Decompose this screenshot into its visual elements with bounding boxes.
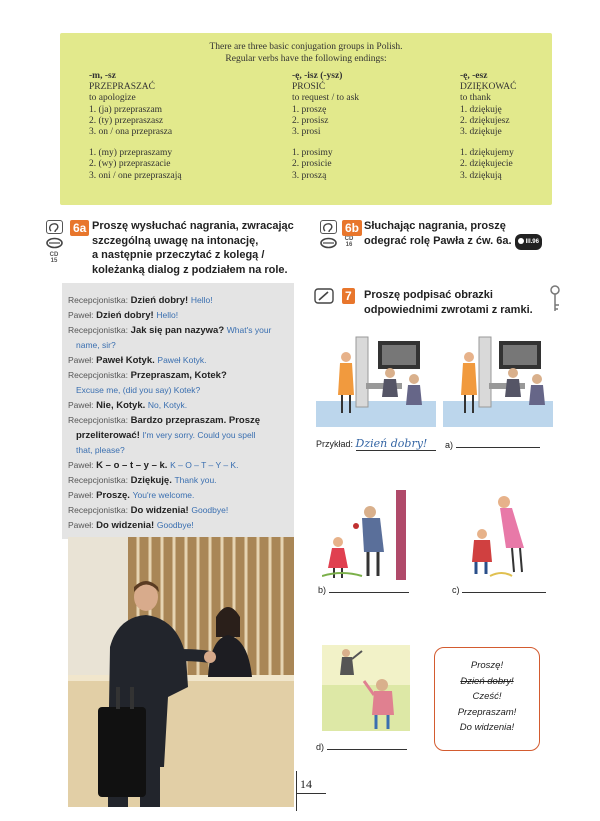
- dialogue-line: [68, 413, 271, 428]
- picture-d: [322, 645, 410, 731]
- group-meaning: to apologize: [89, 93, 136, 104]
- form: 1. prosimy: [292, 148, 333, 159]
- example-answer: Dzień dobry!: [356, 437, 436, 451]
- dialogue-polish: Bardzo przepraszam. Proszę: [130, 415, 261, 426]
- form: 1. proszę: [292, 104, 327, 115]
- dialogue-speaker: Recepcjonistka:: [68, 370, 129, 380]
- exercise-7: [342, 287, 359, 305]
- form: 1. dziękuję: [460, 104, 502, 115]
- dialogue-speaker: Recepcjonistka:: [68, 505, 129, 515]
- form: 3. on / ona przeprasza: [89, 127, 173, 138]
- dialogue-speaker: Paweł:: [68, 460, 94, 470]
- dialogue-english: Paweł Kotyk.: [157, 355, 207, 365]
- group-endings: -m, -sz: [89, 71, 116, 81]
- dialogue-english: I'm very sorry. Could you spell: [142, 430, 256, 440]
- dialogue-english: that, please?: [76, 445, 125, 455]
- dialogue-speaker: Paweł:: [68, 520, 94, 530]
- dialogue-english: K – O – T – Y – K.: [170, 460, 239, 470]
- dialogue-box: [62, 283, 294, 539]
- key-icon: [549, 285, 561, 318]
- form: 2. dziękujecie: [460, 159, 513, 170]
- dialogue-polish: K – o – t – y – k.: [96, 460, 168, 471]
- phrase: Proszę!: [470, 660, 504, 671]
- dialogue-line: [68, 338, 271, 353]
- answer-d: d): [316, 742, 407, 752]
- page-divider: [296, 771, 297, 811]
- dialogue-english: Hello!: [190, 295, 213, 305]
- group-2-column: [292, 71, 359, 182]
- dialogue-english: Goodbye!: [191, 505, 229, 515]
- dialogue-polish: Paweł Kotyk.: [96, 355, 155, 366]
- exercise-6a: [70, 219, 93, 237]
- form: 2. prosisz: [292, 115, 329, 126]
- form: 3. prosi: [292, 127, 321, 138]
- exercise-7-instruction: Proszę podpisać obrazki odpowiednimi zwrotami z ramki.: [364, 289, 533, 316]
- form: 1. (ja) przepraszam: [89, 104, 163, 115]
- form: 2. (wy) przepraszacie: [89, 159, 171, 170]
- phrase: Przepraszam!: [457, 706, 517, 718]
- exercise-6b-instruction: Słuchając nagrania, proszę odegrać rolę Pawła z ćw. 6a. III.96: [364, 219, 564, 250]
- dialogue-speaker: Recepcjonistka:: [68, 325, 129, 335]
- dialogue-polish: Do widzenia!: [130, 505, 189, 516]
- answer-a: a): [445, 440, 540, 450]
- dialogue-english: name, sir?: [76, 340, 116, 350]
- form: 2. (ty) przepraszasz: [89, 115, 164, 126]
- answer-c: c): [452, 585, 546, 595]
- exercise-6a-instruction: Proszę wysłuchać nagrania, zwracając szczególną uwagę na intonację, a następnie przeczytać z kolegą / koleżanką dialog z podziałem na role.: [92, 220, 294, 276]
- dialogue-line: [68, 323, 271, 338]
- dialogue-line: [68, 428, 271, 443]
- listen-icon: [320, 220, 337, 234]
- dialogue-speaker: Paweł:: [68, 310, 94, 320]
- dialogue-line: [68, 473, 271, 488]
- picture-b: [322, 490, 414, 580]
- form: 3. proszą: [292, 170, 327, 181]
- group-3-column: [460, 71, 516, 182]
- dialogue-polish: przeliterować!: [76, 430, 140, 441]
- group-meaning: to request / to ask: [292, 93, 360, 104]
- answer-b: b): [318, 585, 409, 595]
- answer-c-blank[interactable]: [462, 592, 546, 593]
- dialogue-polish: Proszę.: [96, 490, 130, 501]
- form: 3. dziękuje: [460, 127, 502, 138]
- dialogue-speaker: Paweł:: [68, 490, 94, 500]
- conjugation-intro-1: There are three basic conjugation groups in Polish.: [209, 42, 403, 52]
- form: 2. dziękujesz: [460, 115, 510, 126]
- speak-icon: [320, 236, 337, 254]
- form: 2. prosicie: [292, 159, 332, 170]
- dialogue-english: What's your: [226, 325, 272, 335]
- form: 3. oni / one przepraszają: [89, 170, 182, 181]
- dialogue-line: [68, 503, 271, 518]
- conjugation-intro-2: Regular verbs have the following endings:: [225, 54, 387, 64]
- phrase: Cześć!: [472, 691, 502, 702]
- dialogue-polish: Do widzenia!: [96, 520, 155, 531]
- listen-icon: [46, 220, 63, 234]
- dialogue-english: Thank you.: [174, 475, 217, 485]
- answer-b-blank[interactable]: [329, 592, 409, 593]
- dialogue-line: [68, 383, 271, 398]
- group-1-column: [89, 71, 182, 182]
- dialogue-polish: Dzień dobry!: [130, 295, 189, 306]
- phrase-box: [434, 647, 540, 751]
- dialogue-english: You're welcome.: [132, 490, 195, 500]
- group-verb: PRZEPRASZAĆ: [89, 82, 155, 93]
- picture-reception-a: [443, 335, 553, 427]
- dialogue-lines: [68, 293, 271, 533]
- answer-a-blank[interactable]: [456, 447, 540, 448]
- write-icon: [314, 288, 334, 309]
- cd-icon: CD 15: [49, 252, 59, 264]
- group-endings: -ę, -isz (-ysz): [292, 71, 343, 81]
- exercise-number: 7: [342, 288, 355, 304]
- picture-c: [462, 492, 542, 578]
- dialogue-polish: Nie, Kotyk.: [96, 400, 146, 411]
- reception-photo: [68, 537, 294, 807]
- answer-d-blank[interactable]: [327, 749, 407, 750]
- dialogue-english: Hello!: [156, 310, 179, 320]
- form: 1. (my) przepraszamy: [89, 148, 173, 159]
- group-verb: DZIĘKOWAĆ: [460, 82, 517, 93]
- conjugation-box: [60, 33, 552, 205]
- dialogue-line: [68, 368, 271, 383]
- form: 1. dziękujemy: [460, 148, 514, 159]
- phrase-crossed-out: Dzień dobry!: [460, 675, 514, 687]
- cd-icon: CD 16: [344, 236, 354, 248]
- dialogue-speaker: Recepcjonistka:: [68, 295, 129, 305]
- group-verb: PROSIĆ: [292, 82, 326, 93]
- dialogue-polish: Dziękuję.: [130, 475, 172, 486]
- exercise-6b: [342, 219, 366, 237]
- dialogue-line: [68, 443, 271, 458]
- form: 3. dziękują: [460, 170, 502, 181]
- exercise-number: 6a: [70, 220, 89, 236]
- dialogue-speaker: Recepcjonistka:: [68, 475, 129, 485]
- dialogue-line: [68, 353, 271, 368]
- phrase: Do widzenia!: [459, 722, 515, 733]
- dialogue-line: [68, 458, 271, 473]
- dialogue-line: [68, 488, 271, 503]
- dialogue-speaker: Paweł:: [68, 400, 94, 410]
- example-line: Przykład: Dzień dobry!: [316, 437, 436, 451]
- page-divider-h: [296, 793, 326, 794]
- dialogue-line: [68, 308, 271, 323]
- dialogue-polish: Przepraszam, Kotek?: [130, 370, 227, 381]
- track-badge: III.96: [515, 234, 542, 251]
- exercise-number: 6b: [342, 220, 362, 236]
- dialogue-speaker: Recepcjonistka:: [68, 415, 129, 425]
- dialogue-line: [68, 293, 271, 308]
- dialogue-english: Excuse me, (did you say) Kotek?: [76, 385, 201, 395]
- picture-reception-example: [316, 335, 436, 427]
- dialogue-speaker: Paweł:: [68, 355, 94, 365]
- dialogue-line: [68, 398, 271, 413]
- dialogue-polish: Dzień dobry!: [96, 310, 154, 321]
- page-number: 14: [300, 777, 312, 791]
- dialogue-english: No, Kotyk.: [147, 400, 188, 410]
- group-meaning: to thank: [460, 93, 491, 104]
- dialogue-line: [68, 518, 271, 533]
- dialogue-polish: Jak się pan nazywa?: [130, 325, 225, 336]
- dialogue-english: Goodbye!: [156, 520, 194, 530]
- group-endings: -ę, -esz: [460, 71, 488, 81]
